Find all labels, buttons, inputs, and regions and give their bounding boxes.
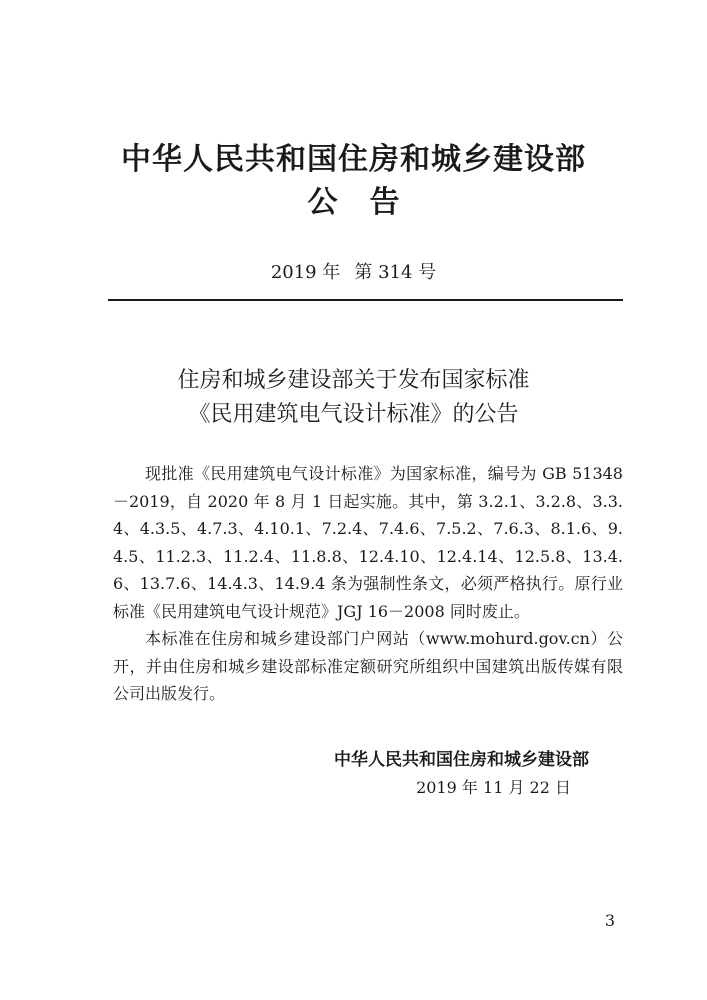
signature-block <box>334 746 589 802</box>
ministry-title: 中华人民共和国住房和城乡建设部 <box>121 142 586 177</box>
announcement-title: 公告 <box>307 185 432 220</box>
signature-organization: 中华人民共和国住房和城乡建设部 <box>334 750 589 770</box>
header-divider <box>108 299 623 301</box>
body-paragraph-1: 现批准《民用建筑电气设计标准》为国家标准，编号为 GB 51348－2019，自 2020 年 8 月 1 日起实施。其中，第 3.2.1、3.2.8、3.3.4、4.3.5、4.7.3、4.10.1、7.2.4、7.4.6、7.5.2、7.6.3、8.1.6、9.4.5、11.2.3、11.2.4、11.8.8、12.4.10、12.4.14、12.5.8、13.4.6、13.7.6、14.4.3、14.9.4 条为强制性条文，必须严格执行。原行业标准《民用建筑电气设计规范》JGJ 16－2008 同时废止。 <box>113 464 623 621</box>
issue-year: 2019 年 <box>270 262 341 283</box>
document-heading-line-1: 住房和城乡建设部关于发布国家标准 <box>177 368 530 393</box>
issue-number-value: 第 314 号 <box>354 262 437 283</box>
issue-number <box>0 260 707 286</box>
page-number: 3 <box>604 911 615 930</box>
document-heading <box>0 364 707 432</box>
signature-date: 2019 年 11 月 22 日 <box>416 778 571 797</box>
body-paragraph-2: 本标准在住房和城乡建设部门户网站（www.mohurd.gov.cn）公开，并由住房和城乡建设部标准定额研究所组织中国建筑出版传媒有限公司出版发行。 <box>113 629 623 703</box>
document-heading-line-2: 《民用建筑电气设计标准》的公告 <box>188 402 519 427</box>
announcement-body <box>113 460 623 708</box>
